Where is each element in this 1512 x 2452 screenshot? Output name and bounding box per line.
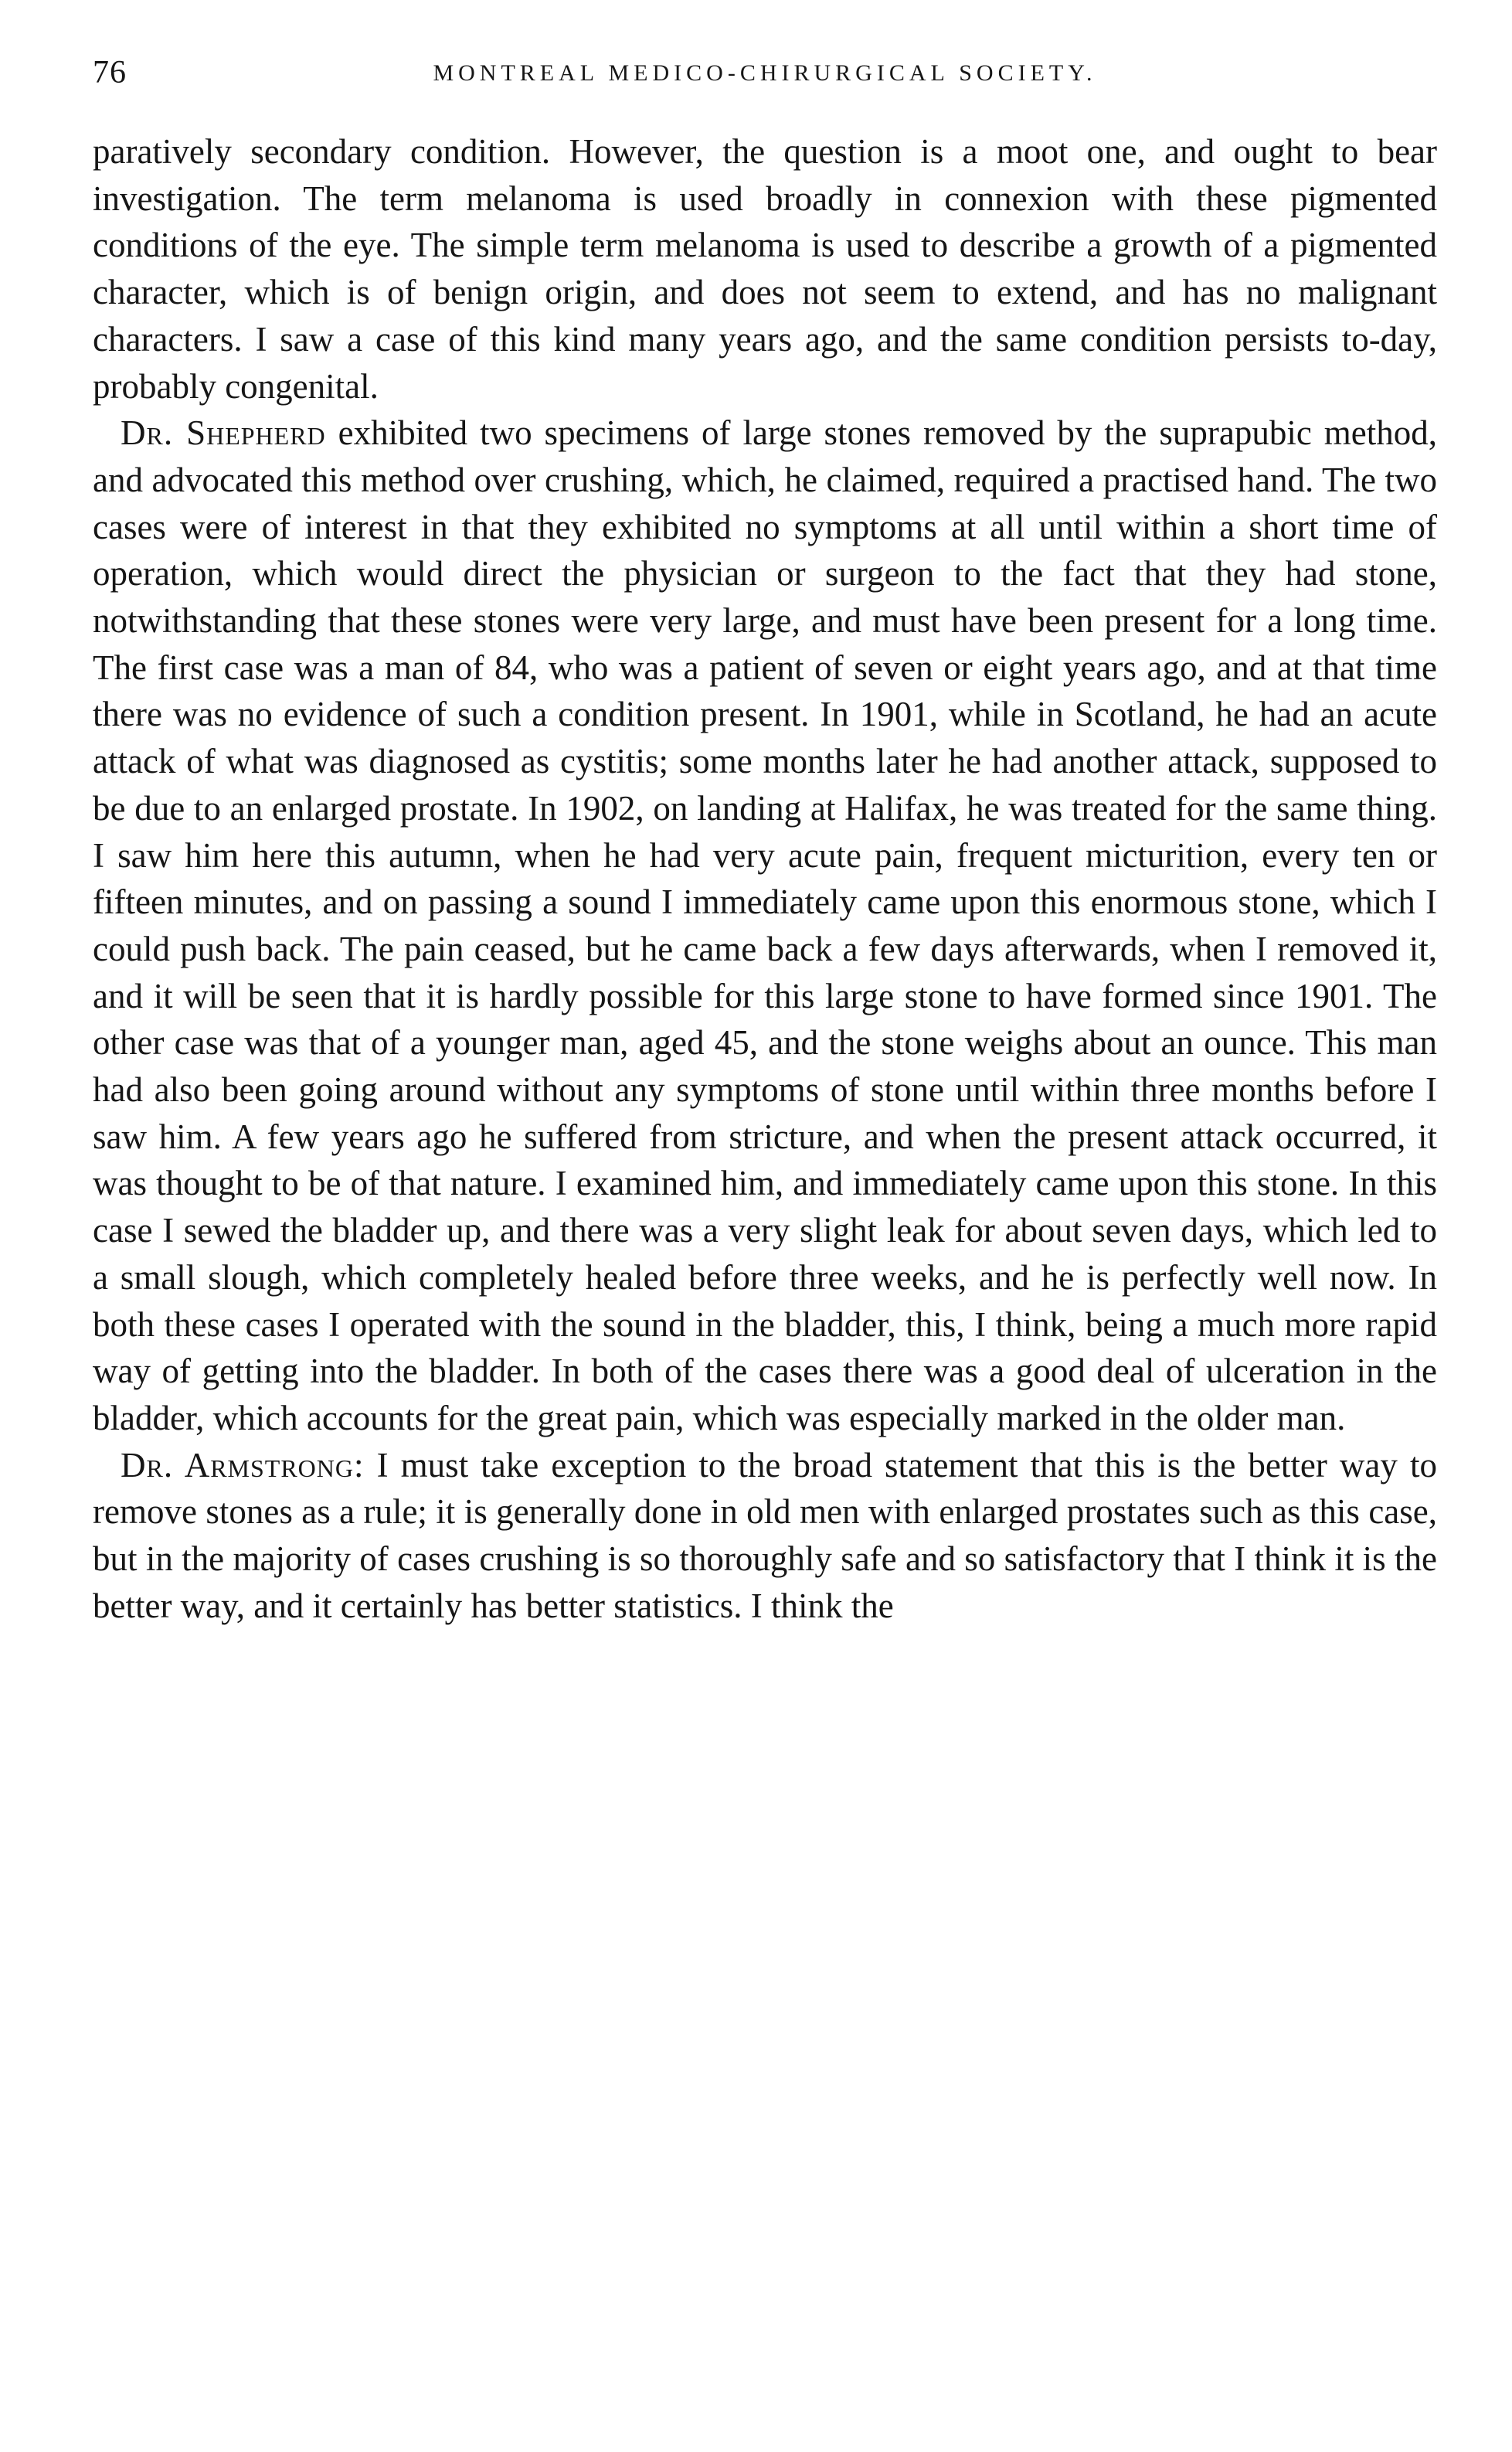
speaker-name: Dr. Shepherd (121, 413, 326, 453)
paragraph-shepherd (93, 410, 1437, 1441)
paragraph-text: I must take exception to the broad statement that this is the better way to remove stones as a rule; it is generally done in old men with enlarged prostates such as this case, but in the majority of cases crushing is so thoroughly safe and so satisfactory that I think it is the better way, and it certainly has better statistics. I think the (93, 1445, 1437, 1625)
body-text (93, 128, 1437, 1630)
speaker-name: Dr. Armstrong: (121, 1445, 365, 1484)
paragraph-armstrong (93, 1442, 1437, 1630)
page-header (93, 54, 1437, 100)
running-title: MONTREAL MEDICO-CHIRURGICAL SOCIETY. (433, 60, 1097, 86)
paragraph-text: exhibited two specimens of large stones removed by the suprapubic method, and advocated this method over crushing, which, he claimed, required a practised hand. The two cases were of interest in that they exhibited no symptoms at all until within a short time of operation, which would direct the physician or surgeon to the fact that they had stone, notwithstanding that these stones were very large, and must have been present for a long time. The first case was a man of 84, who was a patient of seven or eight years ago, and at that time there was no evidence of such a condition present. In 1901, while in Scotland, he had an acute attack of what was diagnosed as cystitis; some months later he had another attack, supposed to be due to an enlarged prostate. In 1902, on landing at Halifax, he was treated for the same thing. I saw him here this autumn, when he had very acute pain, frequent micturition, every ten or fifteen minutes, and on passing a sound I immediately came upon this enormous stone, which I could push back. The pain ceased, but he came back a few days afterwards, when I removed it, and it will be seen that it is hardly possible for this large stone to have formed since 1901. The other case was that of a younger man, aged 45, and the stone weighs about an ounce. This man had also been going around without any symptoms of stone until within three months before I saw him. A few years ago he suffered from stricture, and when the present attack occurred, it was thought to be of that nature. I examined him, and immediately came upon this stone. In this case I sewed the bladder up, and there was a very slight leak for about seven days, which led to a small slough, which completely healed before three weeks, and he is perfectly well now. In both these cases I operated with the sound in the bladder, this, I think, being a much more rapid way of getting into the bladder. In both of the cases there was a good deal of ulceration in the bladder, which accounts for the great pain, which was especially marked in the older man. (93, 413, 1438, 1437)
page-number: 76 (93, 55, 127, 90)
paragraph-text: paratively secondary condition. However, the question is a moot one, and ought to bear investigation. The term melanoma is used broadly in connexion with these pigmented conditions of the eye. The simple term melanoma is used to describe a growth of a pigmented character, which is of benign origin, and does not seem to extend, and has no malignant characters. I saw a case of this kind many years ago, and the same condition persists to-day, probably congenital. (93, 132, 1437, 406)
paragraph-melanoma (93, 128, 1437, 410)
book-page (93, 54, 1437, 1630)
